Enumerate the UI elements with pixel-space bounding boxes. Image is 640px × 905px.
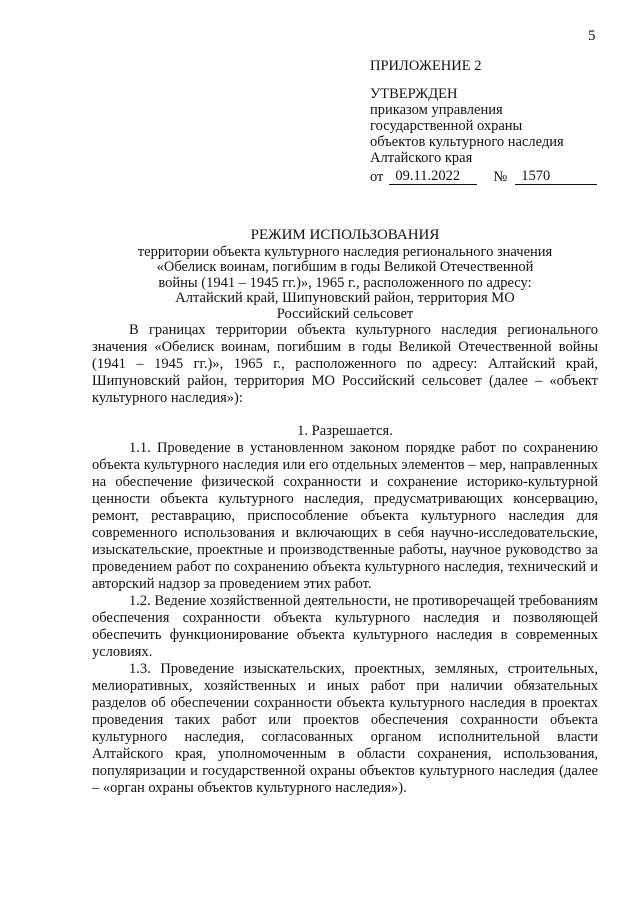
title-line: «Обелиск воинам, погибшим в годы Великой Отечественной [156, 259, 534, 275]
section-heading: 1. Разрешается. [297, 423, 393, 439]
title-line: территории объекта культурного наследия регионального значения [137, 243, 553, 260]
date-prefix: от [370, 169, 384, 185]
clause-1-2: 1.2. Ведение хозяйственной деятельности, не противоречащей требованиям обеспечения сохранности объекта культурного наследия и позволяющей обеспечить функционирование объекта культурного наследия в современных условиях. [92, 593, 598, 660]
approved-label: УТВЕРЖДЕН [370, 86, 458, 102]
appendix-label: ПРИЛОЖЕНИЕ 2 [370, 58, 482, 74]
order-date-number [370, 168, 620, 185]
order-number: 1570 [515, 168, 597, 185]
title-line: Алтайский край, Шипуновский район, территория МО [175, 290, 515, 306]
clause-1-1: 1.1. Проведение в установленном законом порядке работ по сохранению объекта культурного наследия или его отдельных элементов – мер, направленных на обеспечение физической сохранности и сохранение историко-культурной ценности объекта культурного наследия, предусматривающих консервацию, ремонт, реставрацию, приспособление объекта культурного наследия для современного использования и включающих в себя научно-исследовательские, изыскательские, проектные и производственные работы, научное руководство за проведением работ по сохранению объекта культурного наследия, технический и авторский надзор за проведением этих работ. [92, 440, 598, 592]
title-main: РЕЖИМ ИСПОЛЬЗОВАНИЯ [250, 227, 440, 243]
title-line: войны (1941 – 1945 гг.)», 1965 г., расположенного по адресу: [158, 274, 532, 291]
intro-paragraph: В границах территории объекта культурного наследия регионального значения «Обелиск воинам, погибшим в годы Великой Отечественной войны (1941 – 1945 гг.)», 1965 г., расположенного по адресу: Алтайский край, Шипуновский район, территория МО Российский сельсовет (далее – «объект культурного наследия»): [92, 322, 598, 406]
title-line: Российский сельсовет [276, 305, 414, 322]
approval-line: объектов культурного наследия [370, 134, 564, 150]
approval-line: приказом управления [370, 102, 503, 118]
number-sign: № [493, 169, 508, 185]
page-number: 5 [588, 28, 596, 44]
order-date: 09.11.2022 [389, 168, 477, 185]
clause-1-3: 1.3. Проведение изыскательских, проектных, земляных, строительных, мелиоративных, хозяйственных и иных работ при наличии обязательных разделов об обеспечении сохранности объекта культурного наследия в проектах проведения таких работ или проектов обеспечения сохранности объекта культурного наследия, согласованных органом исполнительной власти Алтайского края, уполномоченным в области сохранения, использования, популяризации и государственной охраны объектов культурного наследия (далее – «орган охраны объектов культурного наследия»). [92, 661, 598, 796]
approval-header [370, 58, 620, 185]
approval-line: Алтайского края [370, 150, 473, 166]
approval-line: государственной охраны [370, 118, 523, 134]
document-body [92, 322, 598, 797]
document-title [100, 228, 590, 322]
